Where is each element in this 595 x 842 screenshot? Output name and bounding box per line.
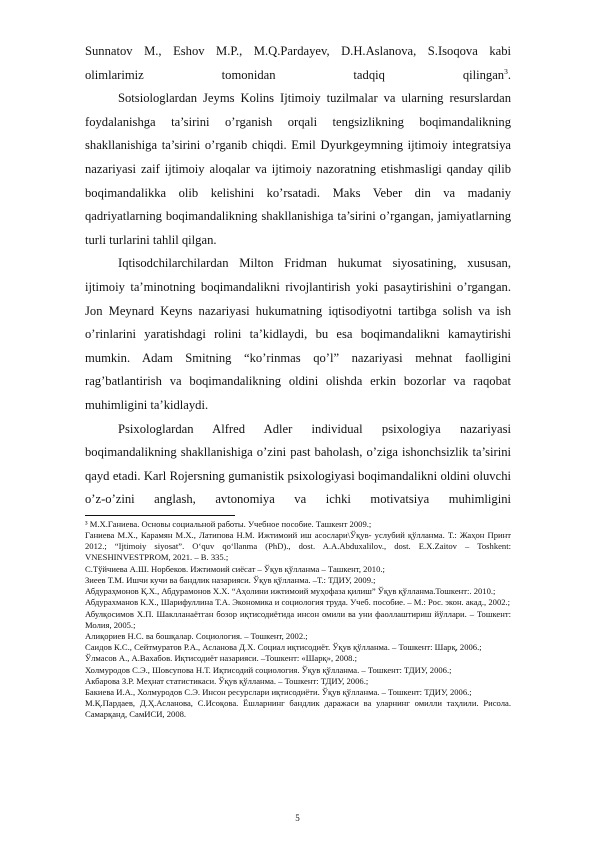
paragraph-intro [85, 40, 511, 87]
footnotes-list [85, 519, 511, 721]
footnote-entry: Саидов К.С., Сейтмуратов Р.А., Асланова Д.Х. Социал иқтисодиёт. Ўқув қўлланма. – Тошкент: Шарқ, 2006.; [85, 642, 482, 653]
page-number: 5 [295, 813, 300, 823]
footnote-entry: Холмуродов С.Э., Шовсупова Н.Т. Иқтисодий социология. Ўқув қўлланма. – Тошкент: ТДИУ, 2006.; [85, 664, 452, 675]
footnote-entry: Зиеев Т.М. Ишчи кучи ва бандлик назарияси. Ўқув қўлланма. –Т.: ТДИУ, 2009.; [85, 574, 376, 585]
footnote-entry: ³ М.Х.Ганиева. Основы социальной работы. Учебное пособие. Ташкент 2009.; [85, 518, 372, 529]
paragraph-intro-end: . [507, 67, 511, 82]
paragraph-intro-text: Sunnatov M., Eshov M.P., M.Q.Pardayev, D.H.Aslanova, S.Isoqova kabi olimlarimiz tomonidan tadqiq qilingan [85, 44, 511, 82]
footnote-entry: Абдурахманов К.Х., Шарифуллина Т.А. Экономика и социология труда. Учеб. пособие. – М.: Рос. экон. акад., 2002.; [85, 597, 511, 608]
footnote-entry: Абдураҳмонов Қ.Х., Абдурамонов Х.Х. “Аҳолини ижтимоий муҳофаза қилиш” Ўқув қўлланма.Тошкент:. 2010.; [85, 586, 496, 597]
footnote-entry: Алиқориев Н.С. ва бошқалар. Социология. – Тошкент, 2002.; [85, 630, 308, 641]
footnote-entry: С.Тўйчиева А.Ш. Норбеков. Ижтимоий сиёсат – Ўқув қўлланма – Ташкент, 2010.; [85, 563, 385, 574]
footnote-entry: Ганиева М.Х., Карамян М.Х., Латипова Н.М. Ижтимоий иш асослари\Ўқув- услубий қўлланма. Т.: Жаҳон Принт 2012.; “Ijtimoiy siyosat”. O‘quv qo‘llanma (PhD)., dost. A.A.Abduxalilov., dost. E.X.Zaitov – Toshkent: VNESHINVESTPROM, 2021. – B. 335.; [85, 530, 511, 563]
footnote-divider [85, 515, 235, 516]
paragraph-sociologists: Sotsiologlardan Jeyms Kolins Ijtimoiy tuzilmalar va ularning resurslardan foydalanishga ta’sirini o’rganish orqali tengsizlikning boqimandalikning shakllanishiga ta’sirini o’rganib chiqdi. Emil Dyurkgeymning ijtimoiy integratsiya nazariyasi zaif ijtimoiy aloqalar va ijtimoiy nazoratning etishmasligi qanday qilib boqimandalikka olib kelishini ko’rsatadi. Maks Veber din va madaniy qadriyatlarning boqimandalikning shakllanishiga ta’sirini o’rgangan, jamiyatlarning turli turlarini tahlil qilgan. [85, 91, 511, 247]
footnote-entry: Абулқосимов Х.П. Шаклланаётган бозор иқтисодиётида инсон омили ва уни фаоллаштириш йўллари. – Тошкент: Молия, 2005.; [85, 608, 511, 630]
footnote-entry: Акбарова З.Р. Меҳнат статистикаси. Ўқув қўлланма. – Тошкент: ТДИУ, 2006.; [85, 675, 369, 686]
paragraph-economists: Iqtisodchilarchilardan Milton Fridman hukumat siyosatining, xususan, ijtimoiy ta’minotning boqimandalikni rivojlantirish yoki pasaytirishini o’rgangan. Jon Meynard Keyns nazariyasi hukumatning iqtisodiyotni tartibga solish va ish o’rinlarini yaratishdagi rolini ta’kidlaydi, bu esa boqimandalikni kamaytirishi mumkin. Adam Smitning “ko’rinmas qo’l” nazariyasi mehnat faolligini rag’batlantirish va boqimandalikning oldini olishda erkin bozorlar va raqobat muhimligini ta’kidlaydi. [85, 256, 511, 412]
footnote-entry: Ўлмасов А., А.Вахабов. Иқтисодиёт назарияси. –Тошкент: «Шарқ», 2008.; [85, 653, 357, 664]
footnote-entry: М.Қ.Пардаев, Д.Ҳ.Асланова, С.Исоқова. Ёшларнинг бандлик даражаси ва уларнинг омилли таҳлили. Рисола. Самарқанд, СамИСИ, 2008. [85, 698, 511, 720]
footnote-entry: Бакиева И.А., Холмуродов С.Э. Инсон ресурслари иқтисодиёти. Ўқув қўлланма. – Тошкент: ТДИУ, 2006.; [85, 686, 472, 697]
paragraph-psychologists: Psixologlardan Alfred Adler individual psixologiya nazariyasi boqimandalikning shakllanishiga o’zini past baholash, o’ziga ishonchsizlik ta’sirini qayd etadi. Karl Rojersning gumanistik psixologiyasi boqimandalikni oldini oluvchi o’z-o’zini anglash, avtonomiya va ichki motivatsiya muhimligini [85, 421, 511, 507]
footnote-reference[interactable]: 3 [504, 66, 508, 76]
page-content [85, 40, 511, 721]
